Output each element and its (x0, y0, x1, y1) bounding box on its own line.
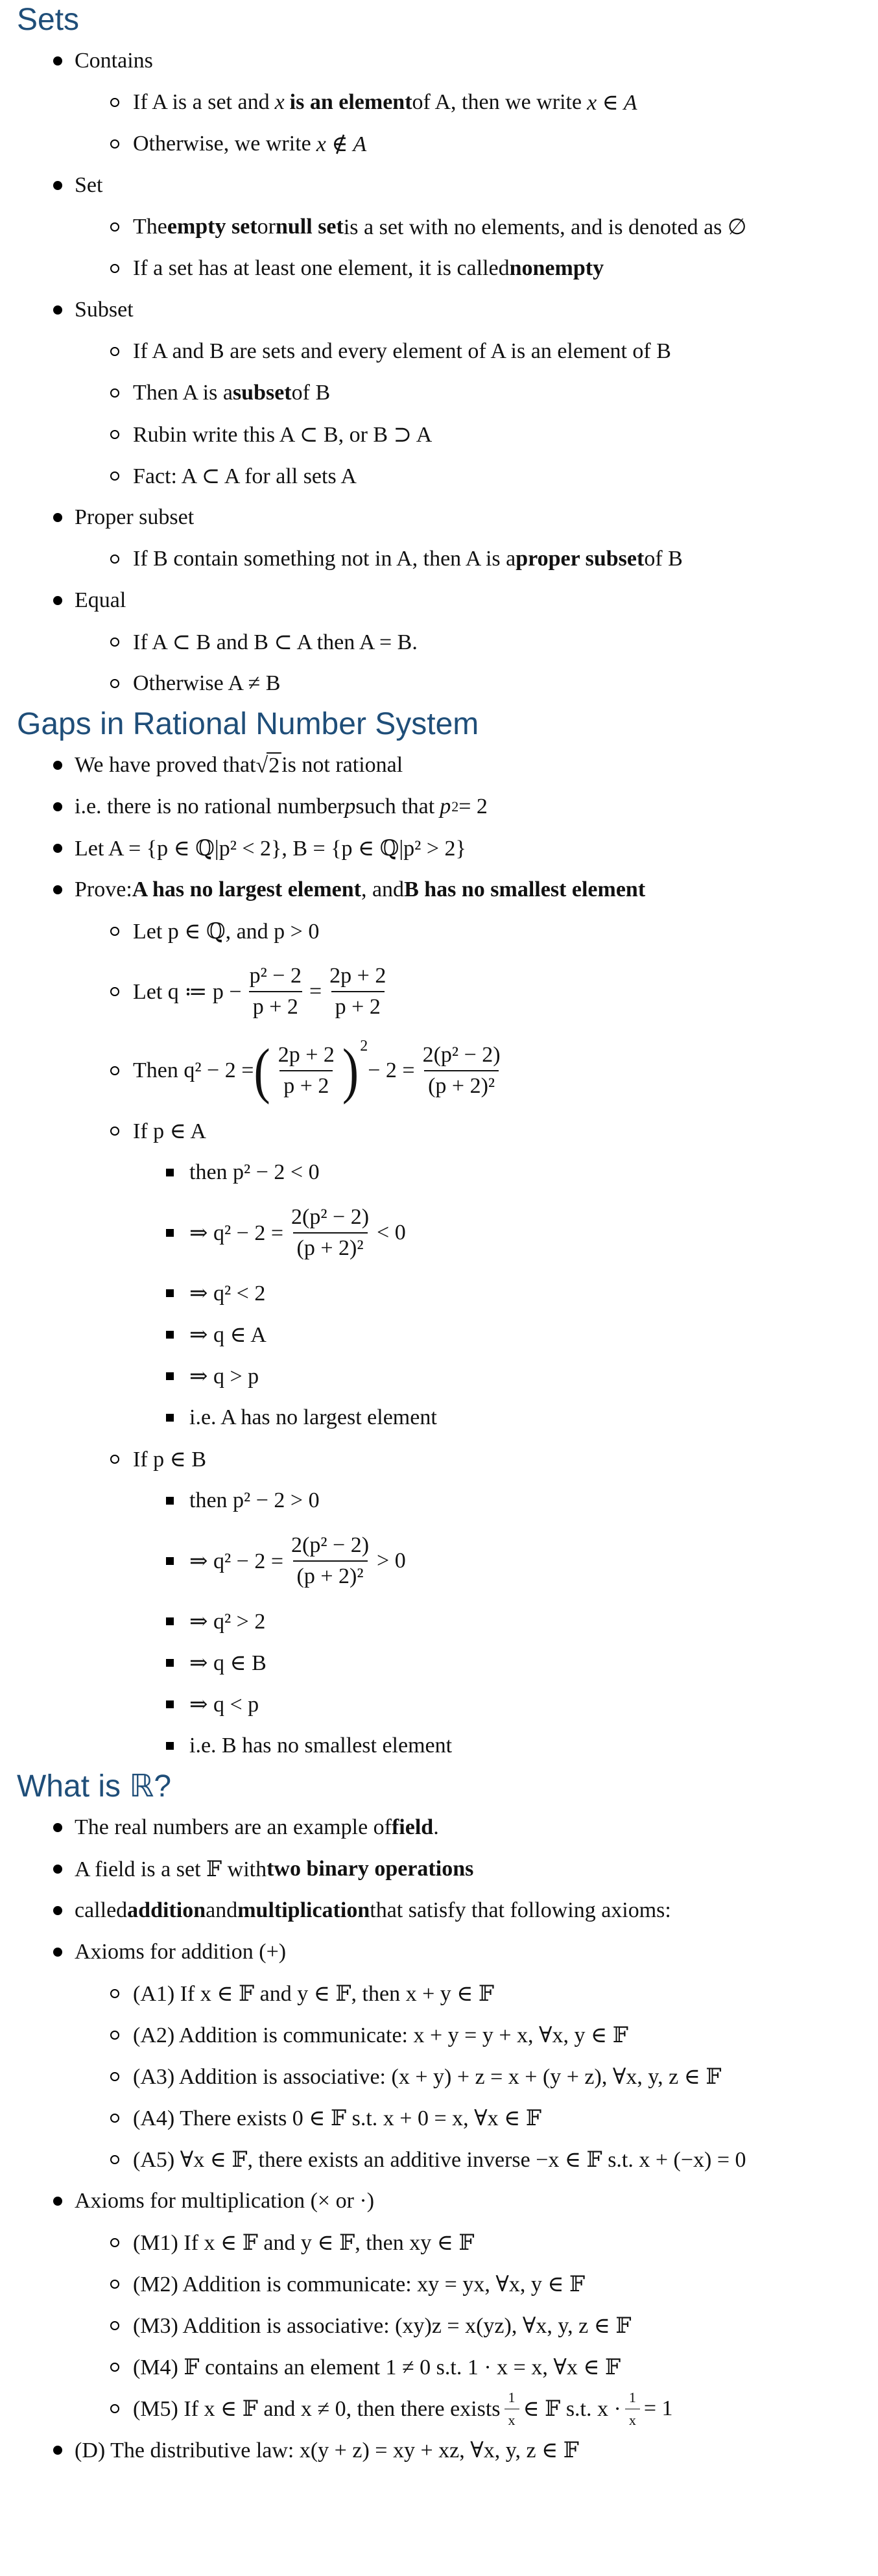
bullet-icon (53, 1948, 62, 1957)
item-text: If A and B are sets and every element of A is an element of B (133, 339, 671, 363)
circle-bullet-icon (110, 638, 119, 647)
heading-sets: Sets (17, 3, 80, 37)
item-text: Fact: A ⊂ A for all sets A (133, 464, 357, 488)
list-item (0, 745, 878, 786)
list-item (0, 248, 878, 289)
list-item (0, 580, 878, 621)
circle-bullet-icon (110, 1066, 119, 1075)
list-item (0, 372, 878, 414)
item-text: If B contain something not in A, then A is a proper subset of B (133, 547, 683, 571)
item-text: i.e. there is no rational number p such that p 2 = 2 (75, 794, 488, 818)
item-text: i.e. B has no smallest element (189, 1734, 453, 1758)
list-item (0, 1931, 878, 1973)
item-text: Then A is a subset of B (133, 381, 331, 405)
list-item (0, 455, 878, 497)
list-item (0, 331, 878, 372)
item-text: ⇒ q < p (189, 1693, 259, 1717)
fraction: $\frac{2p + 2}{p + 2}$ (329, 964, 386, 1019)
circle-bullet-icon (110, 430, 119, 439)
fraction: $\frac{\text{p² − 2}}{p + 2}$ (249, 964, 302, 1019)
bullet-icon (53, 1865, 62, 1874)
list-item (0, 828, 878, 869)
item-text: (M3) Addition is associative: (xy)z = x(yz), ∀x, y, z ∈ 𝔽 (133, 2314, 632, 2338)
fraction: $\frac{\text{2(p² − 2)}}{\text{(p + 2)²}}$ (291, 1533, 370, 1588)
list-item (0, 1848, 878, 1890)
list-item (0, 1193, 878, 1272)
list-item (0, 123, 878, 165)
list-item (0, 1601, 878, 1642)
circle-bullet-icon (110, 2155, 119, 2164)
list-item (0, 1272, 878, 1314)
list-item (0, 40, 878, 82)
square-bullet-icon (166, 1617, 174, 1625)
circle-bullet-icon (110, 987, 119, 996)
item-text: Let q ≔ p − $\frac{\text{p² − 2}}{p + 2}$ = $\frac{2p + 2}{p + 2}$ (0, 964, 394, 1020)
item-text: Proper subset (75, 505, 195, 529)
list-item (0, 2263, 878, 2305)
square-bullet-icon (166, 1497, 174, 1505)
square-bullet-icon (166, 1229, 174, 1237)
list-item (0, 1152, 878, 1193)
item-text: If p ∈ A (133, 1119, 206, 1143)
item-text: (A3) Addition is associative: (x + y) + z = x + (y + z), ∀x, y, z ∈ 𝔽 (133, 2065, 722, 2089)
list-item (0, 663, 878, 704)
bullet-icon (53, 885, 62, 894)
fraction: $\frac{1}{x}$ (625, 2389, 640, 2429)
list-item (0, 1521, 878, 1601)
item-text: (A1) If x ∈ 𝔽 and y ∈ 𝔽, then x + y ∈ 𝔽 (133, 1982, 495, 2006)
item-text: Otherwise A ≠ B (133, 671, 281, 695)
item-text: (A4) There exists 0 ∈ 𝔽 s.t. x + 0 = x, ∀x ∈ 𝔽 (133, 2106, 541, 2130)
square-bullet-icon (166, 1331, 174, 1339)
circle-bullet-icon (110, 222, 119, 232)
list-item (0, 165, 878, 206)
item-text: Set (75, 173, 103, 197)
item-text: (A2) Addition is communicate: x + y = y + x, ∀x, y ∈ 𝔽 (133, 2023, 628, 2047)
list-item (0, 869, 878, 911)
item-text: (M5) If x ∈ 𝔽 and x ≠ 0, then there exists $\frac{1}{x}$ ∈ 𝔽 s.t. x · $\frac{1}{x}$ = 1 (133, 2389, 673, 2428)
list-item (0, 2056, 878, 2097)
item-text: then p² − 2 < 0 (189, 1160, 320, 1184)
item-text: If A is a set and x is an element of A, then we write x ∈ A (133, 90, 637, 115)
circle-bullet-icon (110, 1455, 119, 1464)
list-item (0, 1890, 878, 1931)
square-bullet-icon (166, 1557, 174, 1565)
item-text: If A ⊂ B and B ⊂ A then A = B. (133, 630, 418, 654)
bullet-icon (53, 56, 62, 66)
item-text: Otherwise, we write x ∉ A (133, 132, 367, 156)
circle-bullet-icon (110, 471, 119, 481)
list-item (0, 2180, 878, 2222)
heading-gaps: Gaps in Rational Number System (17, 707, 479, 741)
circle-bullet-icon (110, 679, 119, 688)
circle-bullet-icon (110, 347, 119, 356)
circle-bullet-icon (110, 2280, 119, 2289)
item-text: We have proved that √ 2 is not rational (75, 753, 403, 778)
circle-bullet-icon (110, 927, 119, 936)
bullet-icon (53, 513, 62, 522)
circle-bullet-icon (110, 2238, 119, 2247)
item-text: If a set has at least one element, it is called nonempty (133, 256, 604, 280)
item-text: ⇒ q ∈ B (189, 1651, 267, 1675)
item-text: Axioms for addition (+) (75, 1940, 287, 1964)
list-item (0, 1110, 878, 1152)
square-bullet-icon (166, 1700, 174, 1708)
paren-close-icon: ) (342, 1036, 359, 1105)
bullet-icon (53, 181, 62, 190)
list-item (0, 414, 878, 455)
circle-bullet-icon (110, 98, 119, 107)
list-item (0, 2388, 878, 2429)
list-item (0, 1397, 878, 1438)
square-bullet-icon (166, 1289, 174, 1297)
circle-bullet-icon (110, 139, 119, 149)
item-text: Axioms for multiplication (× or ·) (75, 2189, 375, 2213)
circle-bullet-icon (110, 2363, 119, 2372)
bullet-icon (53, 2446, 62, 2455)
circle-bullet-icon (110, 2114, 119, 2123)
square-bullet-icon (166, 1414, 174, 1422)
list-item (0, 1314, 878, 1355)
item-text: (M2) Addition is communicate: xy = yx, ∀x, y ∈ 𝔽 (133, 2272, 586, 2296)
fraction: $\frac{\text{2(p² − 2)}}{\text{(p + 2)²}}$ (422, 1043, 501, 1098)
bullet-icon (53, 1823, 62, 1832)
heading-reals: What is ℝ? (17, 1769, 172, 1804)
fraction: $\frac{\text{2(p² − 2)}}{\text{(p + 2)²}}$ (291, 1205, 370, 1260)
bullet-icon (53, 802, 62, 811)
item-text: Rubin write this A ⊂ B, or B ⊃ A (133, 423, 433, 447)
sqrt-symbol: √ 2 (256, 752, 282, 778)
list-item (0, 2014, 878, 2056)
list-item (0, 1438, 878, 1480)
list-item (0, 289, 878, 331)
circle-bullet-icon (110, 2321, 119, 2330)
circle-bullet-icon (110, 2404, 119, 2413)
list-item (0, 911, 878, 952)
item-text: ⇒ q > p (189, 1365, 259, 1389)
list-item (0, 82, 878, 123)
item-text: Let A = {p ∈ ℚ|p² < 2}, B = {p ∈ ℚ|p² > 2} (75, 837, 466, 861)
list-item (0, 538, 878, 580)
bullet-icon (53, 844, 62, 853)
item-text: ⇒ q² − 2 = $\frac{\text{2(p² − 2)}}{\text{(p + 2)²}}$ > 0 (189, 1533, 406, 1588)
paren-open-icon: ( (254, 1036, 270, 1105)
circle-bullet-icon (110, 264, 119, 273)
item-text: Let p ∈ ℚ, and p > 0 (133, 920, 320, 944)
item-text: ⇒ q² − 2 = $\frac{\text{2(p² − 2)}}{\text{(p + 2)²}}$ < 0 (189, 1205, 406, 1260)
item-text: Equal (75, 588, 126, 612)
item-text: (M4) 𝔽 contains an element 1 ≠ 0 s.t. 1 · x = x, ∀x ∈ 𝔽 (133, 2355, 621, 2379)
circle-bullet-icon (110, 555, 119, 564)
item-text: The real numbers are an example of field . (75, 1815, 439, 1839)
list-item (0, 1725, 878, 1767)
square-bullet-icon (166, 1169, 174, 1176)
bullet-icon (53, 2197, 62, 2206)
square-bullet-icon (166, 1372, 174, 1380)
list-item (0, 2222, 878, 2263)
list-item (0, 1480, 878, 1521)
item-text: A field is a set 𝔽 with two binary operations (75, 1857, 474, 1881)
list-item (0, 2346, 878, 2388)
circle-bullet-icon (110, 1989, 119, 1998)
list-item (0, 1031, 878, 1110)
item-text: ⇒ q² < 2 (189, 1282, 266, 1306)
list-item (0, 1684, 878, 1725)
item-text: Subset (75, 298, 134, 322)
list-item (0, 1973, 878, 2014)
item-text: If p ∈ B (133, 1448, 206, 1472)
list-item (0, 206, 878, 248)
item-text: ⇒ q² > 2 (189, 1610, 266, 1634)
list-item (0, 2139, 878, 2180)
fraction: $\frac{1}{x}$ (504, 2389, 519, 2429)
item-text: then p² − 2 > 0 (189, 1488, 320, 1512)
list-item (0, 952, 878, 1031)
item-text: (D) The distributive law: x(y + z) = xy + xz, ∀x, y, z ∈ 𝔽 (75, 2439, 579, 2463)
list-item (0, 1642, 878, 1684)
list-item (0, 1355, 878, 1397)
circle-bullet-icon (110, 388, 119, 398)
circle-bullet-icon (110, 1127, 119, 1136)
square-bullet-icon (166, 1659, 174, 1667)
list-item (0, 786, 878, 828)
bullet-icon (53, 596, 62, 605)
bullet-icon (53, 305, 62, 315)
circle-bullet-icon (110, 2072, 119, 2081)
list-item (0, 1807, 878, 1848)
list-item (0, 497, 878, 538)
square-bullet-icon (166, 1742, 174, 1750)
list-item (0, 2097, 878, 2139)
item-text: (A5) ∀x ∈ 𝔽, there exists an additive inverse −x ∈ 𝔽 s.t. x + (−x) = 0 (133, 2148, 746, 2172)
item-text: (M1) If x ∈ 𝔽 and y ∈ 𝔽, then xy ∈ 𝔽 (133, 2231, 475, 2255)
item-text: Prove: A has no largest element , and B has no smallest element (75, 877, 646, 901)
circle-bullet-icon (110, 2031, 119, 2040)
item-text: Contains (75, 49, 153, 73)
item-text: called addition and multiplication that satisfy that following axioms: (75, 1898, 671, 1922)
item-text: Then q² − 2 = ( $\frac{2p + 2}{p + 2}$ ) 2 − 2 = $\frac{\text{2(p² − 2)}}{\text{(p + 2)²}}$ (0, 1043, 508, 1099)
bullet-icon (53, 1906, 62, 1915)
item-text: ⇒ q ∈ A (189, 1323, 267, 1347)
list-item (0, 2429, 878, 2471)
bullet-icon (53, 761, 62, 770)
fraction: $\frac{2p + 2}{p + 2}$ (278, 1043, 335, 1098)
item-text: The empty set or null set is a set with no elements, and is denoted as ∅ (133, 215, 747, 239)
list-item (0, 2305, 878, 2346)
list-item (0, 621, 878, 663)
item-text: i.e. A has no largest element (189, 1405, 437, 1429)
